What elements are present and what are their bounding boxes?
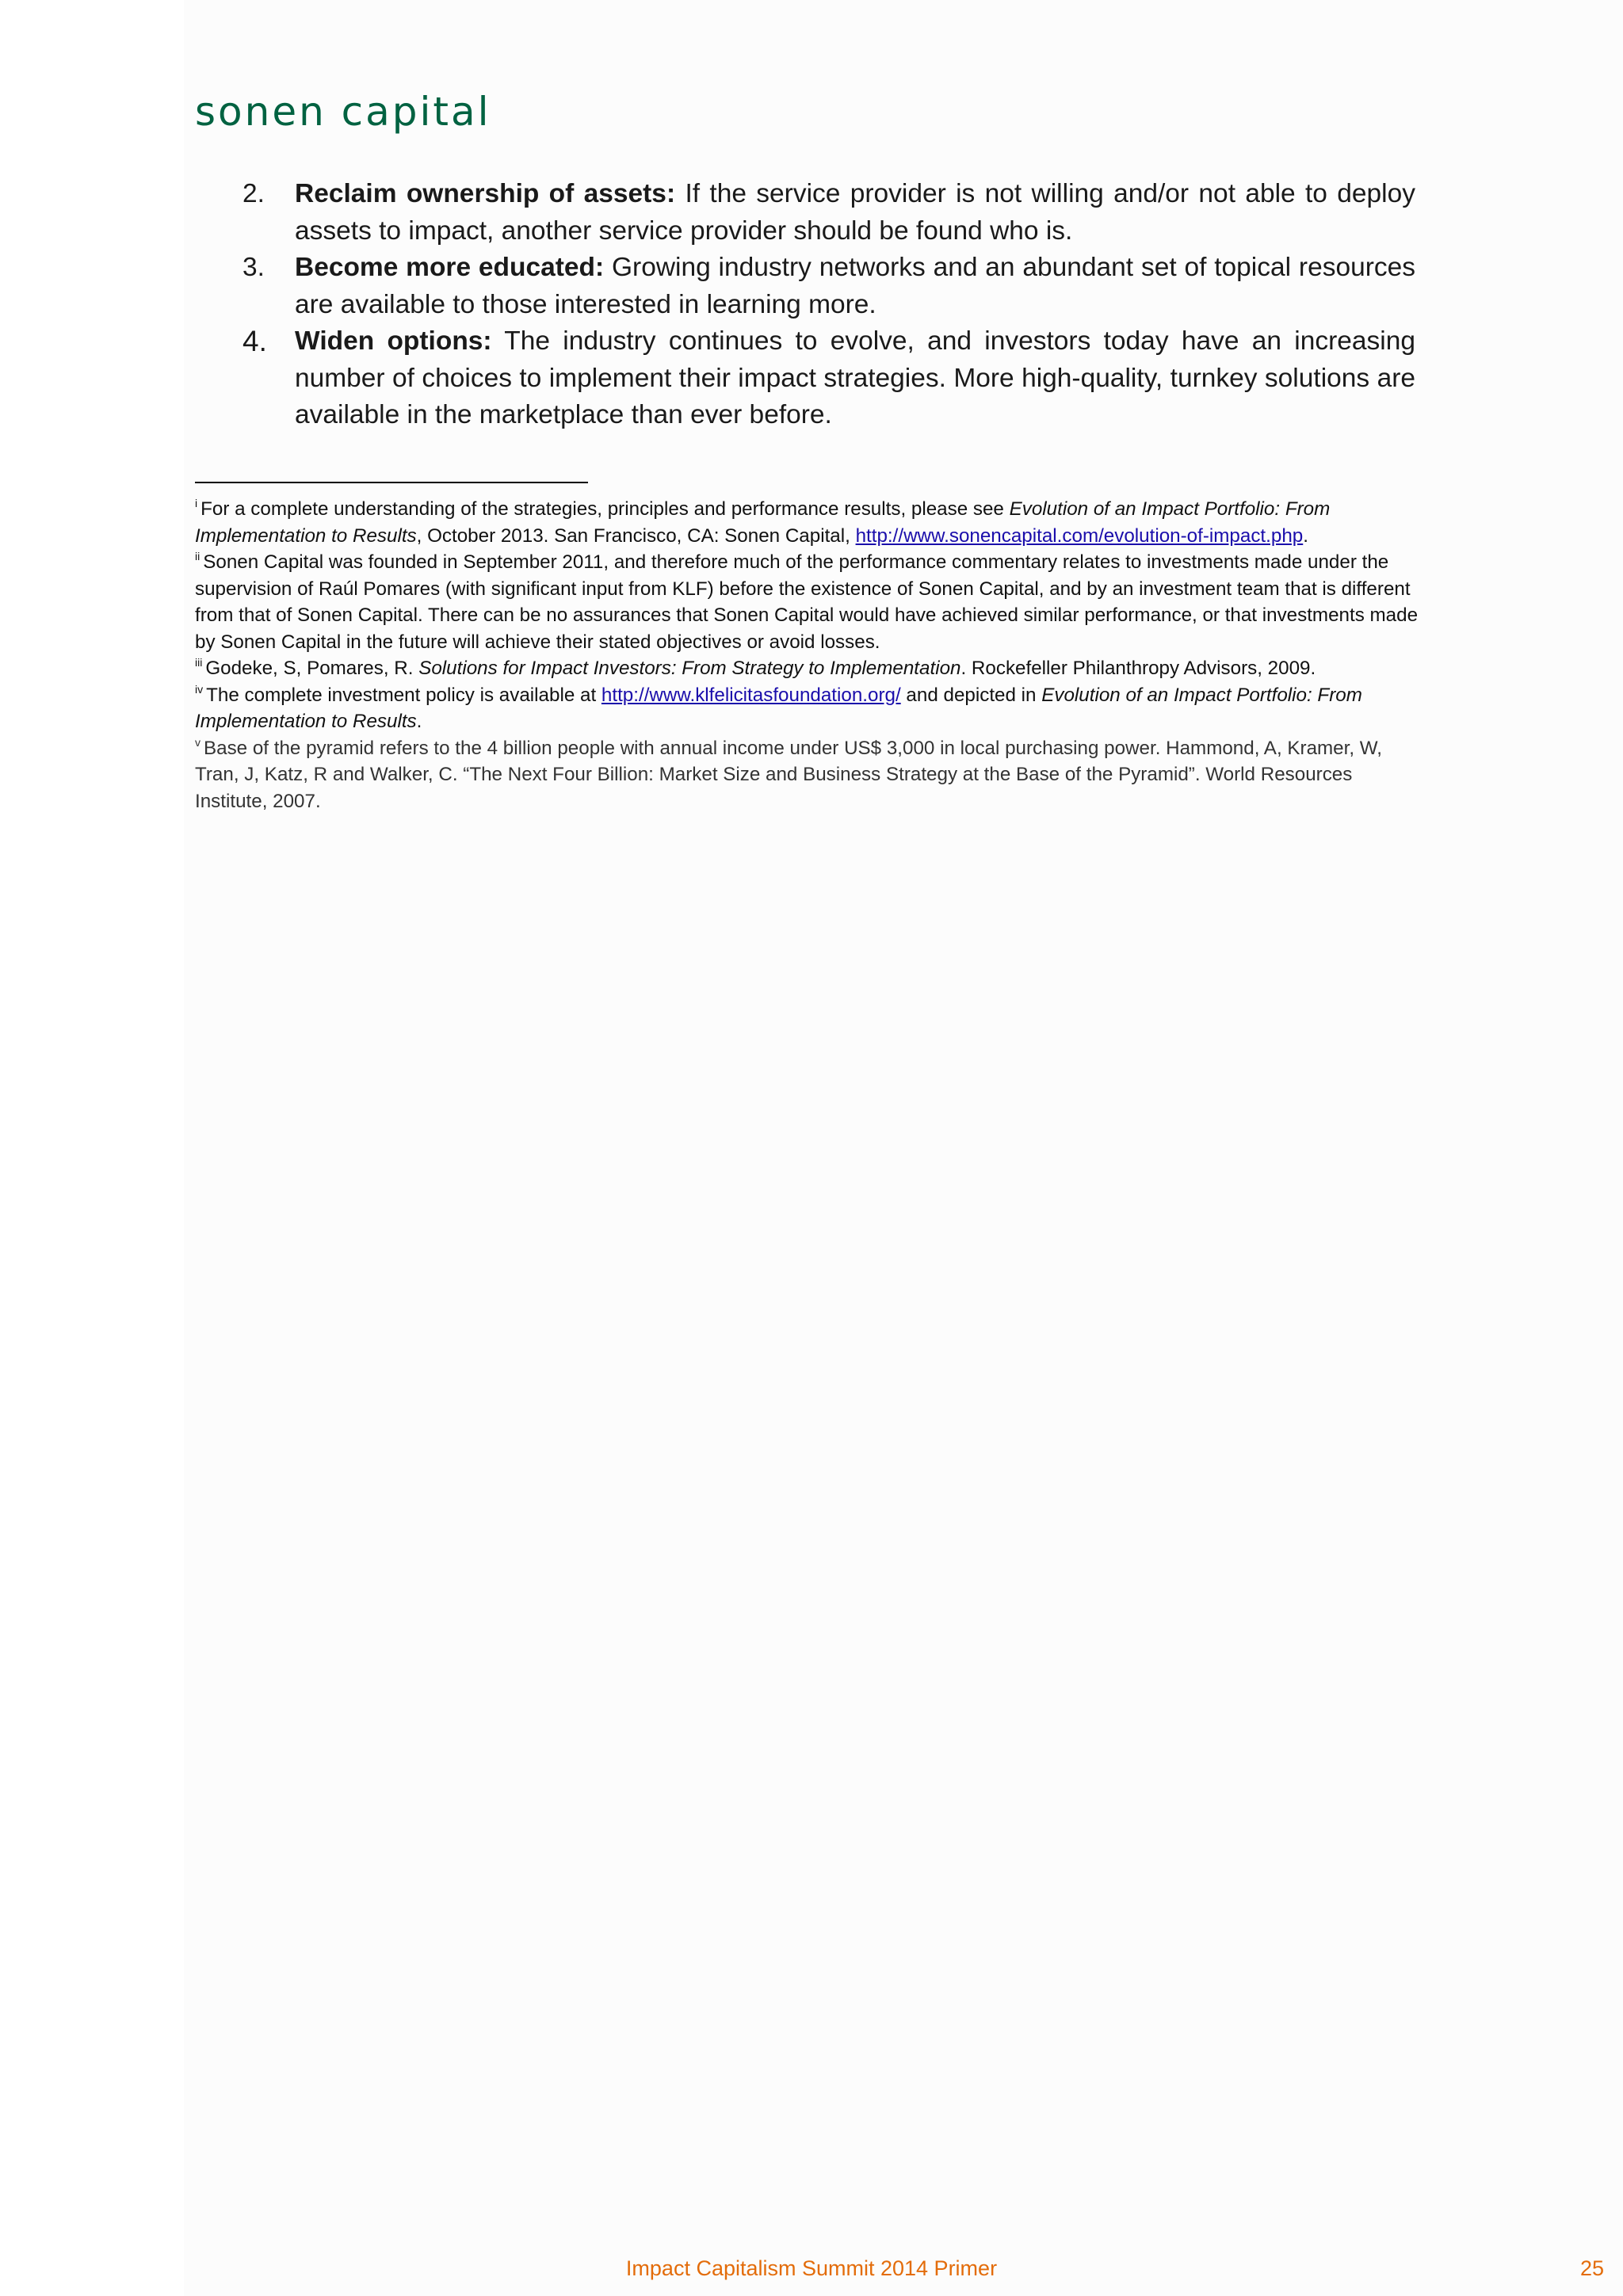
footnote-3	[195, 655, 1422, 682]
footnote-text: and depicted in	[900, 684, 1042, 706]
recommendation-list	[242, 176, 1415, 434]
company-logo: sonen capital	[195, 89, 491, 135]
footnote-marker: ii	[195, 550, 200, 563]
footnote-2	[195, 549, 1422, 655]
footnote-text: Sonen Capital was founded in September 2011, and therefore much of the performance commentary relates to investments made under the supervision of Raúl Pomares (with significant input from KLF) before the existence of Sonen Capital, and by an investment team that is different from that of Sonen Capital. There can be no assurances that Sonen Capital would have achieved similar performance, or that investments made by Sonen Capital in the future will achieve their stated objectives or avoid losses.	[195, 551, 1419, 653]
footnote-marker: v	[195, 735, 200, 749]
footnote-text: Godeke, S, Pomares, R.	[205, 658, 419, 679]
footnote-4	[195, 682, 1422, 735]
footnote-text: The complete investment policy is available at	[206, 684, 601, 706]
footnote-citation-title: Solutions for Impact Investors: From Strategy to Implementation	[418, 658, 961, 679]
footnote-citation-title: Evolution of an Impact Portfolio: From Implementation to Results	[195, 498, 1331, 547]
footnote-text: .	[1303, 524, 1308, 547]
list-item-body: The industry continues to evolve, and investors today have an increasing number of choices to implement their impact strategies. More high-quality, turnkey solutions are available in the marketplace than ever before.	[295, 326, 1415, 429]
list-item-body: Growing industry networks and an abundant set of topical resources are available to those interested in learning more.	[295, 253, 1415, 319]
list-item-title: Reclaim ownership of assets:	[295, 179, 676, 208]
list-item-title: Become more educated:	[295, 253, 605, 282]
footnote-marker: iii	[195, 656, 203, 669]
footnote-marker: i	[195, 497, 198, 509]
footnote-marker: iv	[195, 682, 204, 696]
list-item	[242, 250, 1415, 323]
list-item-title: Widen options:	[295, 326, 492, 356]
sonen-evolution-link[interactable]: http://www.sonencapital.com/evolution-of-impact.php	[855, 524, 1304, 547]
list-item-number: 3.	[242, 253, 265, 282]
klf-foundation-link[interactable]: http://www.klfelicitasfoundation.org/	[601, 684, 901, 706]
footnote-divider	[195, 482, 588, 483]
list-item-body: If the service provider is not willing and/or not able to deploy assets to impact, another service provider should be found who is.	[295, 179, 1415, 246]
footnote-text: . Rockefeller Philanthropy Advisors, 2009.	[960, 658, 1316, 679]
footnote-text: Base of the pyramid refers to the 4 billion people with annual income under US$ 3,000 in local purchasing power. Hammond, A, Kramer, W, Tran, J, Katz, R and Walker, C. “The Next Four Billion: Market Size and Business Strategy at the Base of the Pyramid”. World Resources Institute, 2007.	[195, 737, 1382, 812]
footnote-5	[195, 735, 1422, 815]
list-item-number: 4.	[242, 325, 267, 357]
list-item	[242, 176, 1415, 250]
footer-title: Impact Capitalism Summit 2014 Primer	[625, 2256, 998, 2280]
page-number: 25	[1579, 2256, 1604, 2280]
list-item-number: 2.	[242, 179, 265, 208]
footnote-text: , October 2013. San Francisco, CA: Sonen Capital,	[416, 524, 856, 547]
footnotes	[195, 496, 1422, 814]
list-item	[242, 323, 1415, 434]
footnote-1	[195, 496, 1422, 549]
footnote-text: For a complete understanding of the strategies, principles and performance results, please see	[200, 498, 1010, 520]
footnote-text: .	[416, 711, 422, 732]
footnote-citation-title: Evolution of an Impact Portfolio: From Implementation to Results	[195, 684, 1362, 732]
